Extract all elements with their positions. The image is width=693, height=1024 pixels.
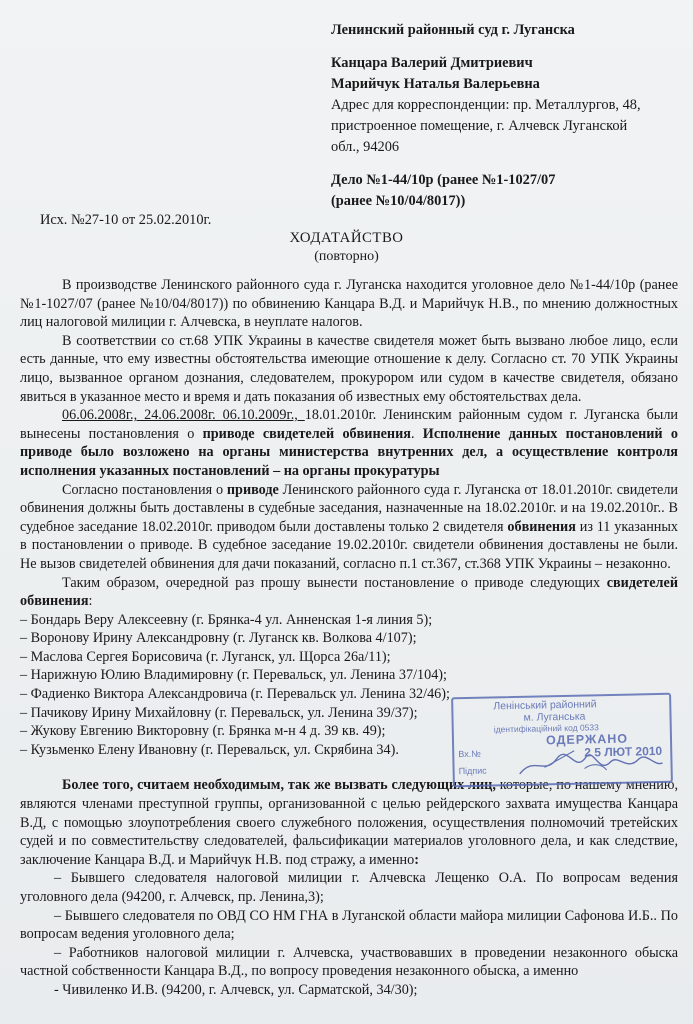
witness-item: – Пачикову Ирину Михайловну (г. Перевальск, ул. Ленина 39/37); — [20, 704, 418, 721]
bold-text: обвинения — [507, 518, 576, 535]
person-item: – Работников налоговой милиции г. Алчевска, участвовавших в проведении незаконного обыска частной собственности Канцара В.Д., по вопросу проведения незаконного обыска, а именно — [20, 944, 678, 980]
paragraph-text: Согласно постановления о — [62, 481, 227, 498]
witness-item: – Маслова Сергея Борисовича (г. Луганск, ул. Щорса 26а/11); — [20, 648, 391, 665]
bold-text: приводе свидетелей обвинения — [202, 425, 411, 442]
witness-item: – Нарижную Юлию Владимировну (г. Перевальск, ул. Ленина 37/104); — [20, 667, 447, 684]
case-number-1: Дело №1-44/10р (ранее №1-1027/07 — [331, 172, 556, 188]
person-item: - Чивиленко И.В. (94200, г. Алчевск, ул. Сарматской, 34/30); — [54, 981, 418, 998]
witness-item: – Фадиенко Виктора Александровича (г. Перевальск ул. Ленина 32/46); — [20, 686, 450, 703]
stamp-line-2: м. Луганська — [523, 710, 586, 724]
paragraph-hearing — [20, 481, 678, 574]
paragraph-text: Ленинского районного суда г. Луганска от 18.01.2010г. свидетели обвинения должны быть доставлены в судебные заседания, назначенные на 18.02.2010г. и на 19.02.2010г.. В судебное заседание 18.02.2010г. приводом были доставлены только 2 свидетеля — [20, 481, 678, 535]
paragraph-law: В соответствии со ст.68 УПК Украины в качестве свидетеля может быть вызвано любое лицо, если есть данные, что ему известны обстоятельства имеющие отношение к делу. Согласно ст. 70 УПК Украины лицо, вызванное органом дознания, следователем, прокурором или судом в качестве свидетеля, обязано явиться в указанное место и время и дать показания об известных ему обстоятельствах дела. — [20, 332, 678, 405]
stamp-date: 2 5 ЛЮТ 2010 — [584, 743, 663, 760]
bold-text: Исполнение данных постановлений о приводе было возложено на органы министерства внутренних дел, а осуществление контроля исполнения указанных постановлений – на органы прокуратуры — [20, 425, 678, 479]
paragraph-text: Таким образом, очередной раз прошу вынести постановление о приводе следующих — [62, 574, 607, 591]
paragraph-intro: В производстве Ленинского районного суда г. Луганска находится уголовное дело №1-44/10р (ранее №1-1027/07 (ранее №10/04/8017)) по обвинению Канцара В.Д. и Марийчук Н.В., по мнению должностных лиц налоговой милиции г. Алчевска, в неуплате налогов. — [20, 277, 678, 331]
case-number-2: (ранее №10/04/8017)) — [331, 193, 466, 209]
defendant-1: Канцара Валерий Дмитриевич — [331, 55, 533, 71]
paragraph-text: . — [410, 425, 423, 442]
paragraph-request — [20, 574, 678, 611]
paragraph-text: : — [88, 593, 93, 610]
witness-item: – Кузьменко Елену Ивановну (г. Перевальск, ул. Скрябина 34). — [20, 741, 399, 758]
addressee-block — [331, 20, 676, 212]
document-title: ХОДАТАЙСТВО — [289, 230, 404, 246]
outgoing-reference: Исх. №27-10 от 25.02.2010г. — [40, 212, 212, 228]
witness-item: – Воронову Ирину Александровну (г. Луганск кв. Волкова 4/107); — [20, 630, 417, 647]
witness-item: – Жукову Евгению Викторовну (г. Брянка м-н 4 д. 39 кв. 49); — [20, 723, 386, 740]
stamp-status: ОДЕРЖАНО — [545, 731, 629, 748]
defendant-2: Марийчук Наталья Валерьевна — [331, 76, 540, 92]
paragraph-text: из 11 указанных в постановлении о приводе. В судебное заседание 19.02.2010г. свидетели обвинения доставлены не были. Не вызов свидетелей обвинения для дачи показаний, согласно п.1 ст.367, ст.368 УПК Украины – незаконно. — [20, 518, 679, 572]
person-item: – Бывшего следователя по ОВД СО НМ ГНА в Луганской области майора милиции Сафонова И.Б.. По вопросам ведения уголовного дела; — [20, 907, 678, 943]
paragraph-accomplices — [20, 776, 678, 869]
witness-item: – Бондарь Веру Алексеевну (г. Брянка-4 ул. Анненская 1-я линия 5); — [20, 611, 433, 628]
stamp-line-1: Ленінський районний — [493, 698, 597, 713]
bold-text: приводе — [226, 481, 279, 498]
address-line-3: обл., 94206 — [331, 139, 400, 155]
stamp-line-3: ідентифікаційний код 0533 — [493, 722, 599, 735]
paragraph-text: которые, по нашему мнению, являются членами преступной группы, организованной с целью рейдерского захвата имущества Канцара В.Д, с помощью злоупотребления своего служебного положения, осуществления полномочий третейских судей и по совместительству следователей, фальсификации материалов уголовного дела, и как следствие, заключение Канцара В.Д. и Марийчук Н.В. под стражу, а именно — [20, 777, 678, 868]
paragraph-text: 18.01.2010г. Ленинским районным судом г. Луганска были вынесены постановления о — [20, 407, 678, 442]
paragraph-decisions — [20, 406, 678, 480]
bold-text: свидетелей обвинения — [20, 574, 678, 610]
stamp-in-number: Вх.№ — [458, 748, 481, 760]
document-body — [20, 276, 678, 1000]
court-name: Ленинский районный суд г. Луганска — [331, 22, 575, 38]
court-received-stamp — [451, 693, 673, 788]
person-item: – Бывшего следователя налоговой милиции г. Алчевска Лещенко О.А. По вопросам ведения уголовного дела (94200, г. Алчевск, пр. Ленина,3); — [20, 870, 678, 905]
bold-text: Более того, считаем необходимым, так же вызвать следующих лиц, — [62, 777, 496, 794]
address-line-1: Адрес для корреспонденции: пр. Металлургов, 48, — [331, 97, 641, 113]
document-subtitle: (повторно) — [314, 249, 379, 264]
decision-dates: 06.06.2008г., 24.06.2008г. 06.10.2009г., — [62, 407, 305, 424]
handwritten-signature-icon — [514, 743, 665, 782]
bold-text: : — [414, 851, 419, 868]
stamp-signature-label: Підпис — [458, 765, 487, 777]
address-line-2: пристроенное помещение, г. Алчевск Луганской — [331, 118, 628, 134]
